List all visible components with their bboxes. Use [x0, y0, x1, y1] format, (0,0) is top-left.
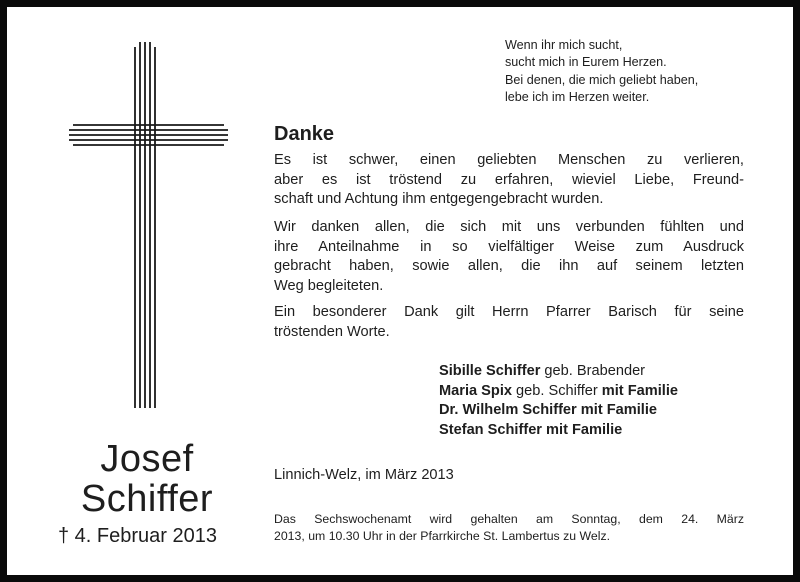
paragraph-line: Ein besonderer Dank gilt Herrn Pfarrer Barisch für seine	[274, 304, 744, 320]
announcement-line: Das Sechswochenamt wird gehalten am Sonntag, dem 24. März	[274, 512, 744, 526]
paragraph-line: schaft und Achtung ihm entgegengebracht wurden.	[274, 191, 604, 208]
signature-detail: geb. Schiffer	[512, 382, 602, 399]
death-date: † 4. Februar 2013	[58, 525, 217, 547]
thanks-paragraph	[274, 151, 744, 210]
signature-name: Maria Spix	[439, 382, 512, 399]
announcement-line: 2013, um 10.30 Uhr in der Pfarrkirche St. Lambertus zu Welz.	[274, 529, 611, 543]
paragraph-line: gebracht haben, sowie allen, die ihn auf seinem letzten	[274, 258, 744, 275]
deceased-last-name: Schiffer	[80, 478, 214, 520]
poem	[505, 37, 698, 106]
signature-line	[439, 421, 678, 441]
thanks-paragraph	[274, 303, 744, 342]
poem-line: Bei denen, die mich geliebt haben,	[505, 72, 699, 87]
paragraph-line: tröstenden Worte.	[274, 323, 390, 340]
paragraph-line: Weg begleiteten.	[274, 277, 384, 294]
deceased-first-name: Josef	[100, 438, 194, 480]
paragraph-line: Es ist schwer, einen geliebten Menschen zu verlieren,	[274, 152, 744, 168]
signature-line	[439, 362, 678, 382]
poem-line: Wenn ihr mich sucht,	[505, 38, 623, 52]
signature-name: Sibille Schiffer	[439, 363, 541, 379]
place-date: Linnich-Welz, im März 2013	[274, 467, 454, 483]
signature-detail: geb. Brabender	[540, 363, 646, 379]
paragraph-line: ihre Anteilnahme in so vielfältiger Weise zum Ausdruck	[274, 238, 744, 255]
signature-line	[439, 401, 678, 421]
thanks-paragraph	[274, 218, 744, 296]
thanks-title: Danke	[274, 123, 335, 145]
paragraph-line: aber es ist tröstend zu erfahren, wieviel Liebe, Freund-	[274, 171, 744, 188]
mass-announcement	[274, 511, 744, 545]
signatures	[439, 362, 678, 441]
poem-line: lebe ich im Herzen weiter.	[505, 89, 650, 104]
signature-name: Stefan Schiffer mit Familie	[439, 422, 623, 439]
signature-family: mit Familie	[601, 382, 679, 399]
poem-line: sucht mich in Eurem Herzen.	[505, 55, 667, 70]
signature-name: Dr. Wilhelm Schiffer mit Familie	[439, 402, 658, 419]
paragraph-line: Wir danken allen, die sich mit uns verbunden fühlten und	[274, 219, 744, 235]
signature-line	[439, 382, 678, 402]
